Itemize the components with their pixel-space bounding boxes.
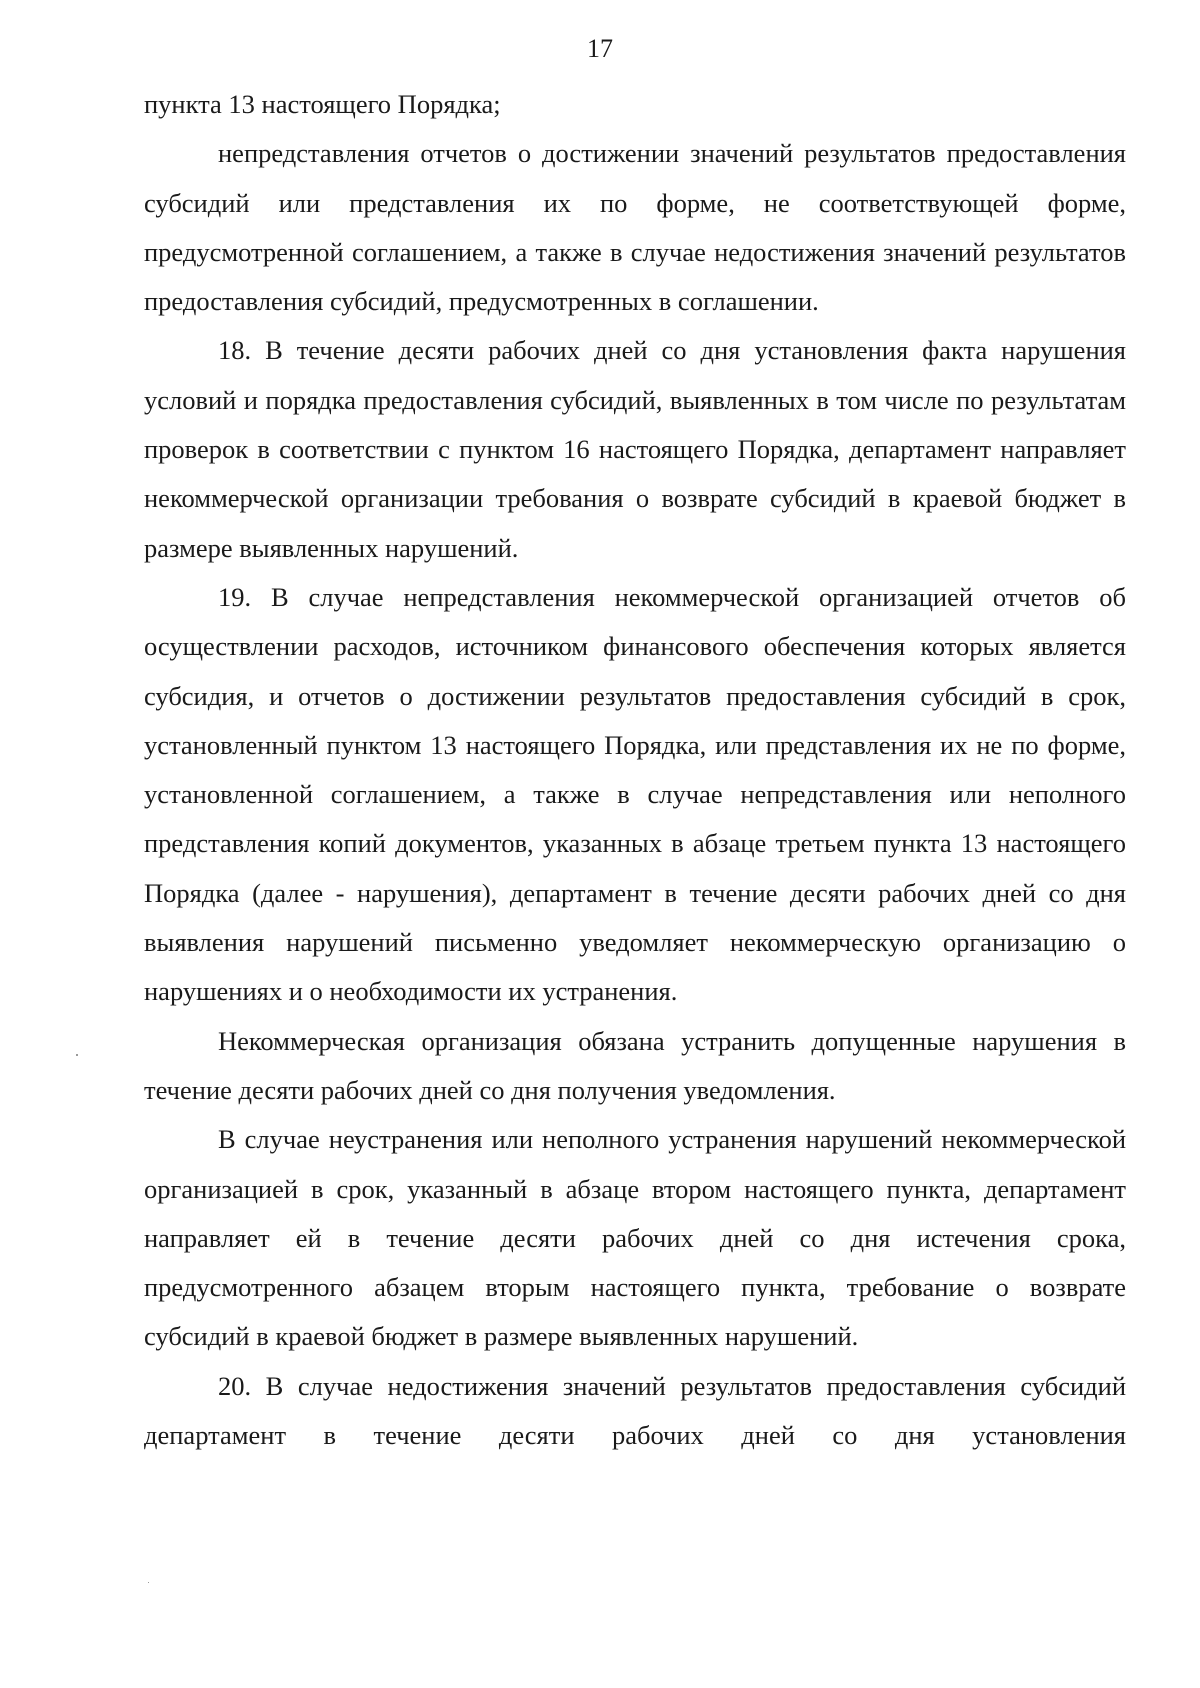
paragraph-item-20: 20. В случае недостижения значений результатов предоставления субсидий департамент в течение десяти рабочих дней со дня установления <box>144 1370 1126 1451</box>
paragraph-obligation-to-fix: Некоммерческая организация обязана устранить допущенные нарушения в течение десяти рабочих дней со дня получения уведомления. <box>144 1025 1126 1105</box>
scan-speck <box>148 1582 149 1583</box>
page-number: 17 <box>587 34 613 63</box>
paragraph-item-19: 19. В случае непредставления некоммерческой организацией отчетов об осуществлении расходов, источником финансового обеспечения которых является субсидия, и отчетов о достижении результатов предоставления субсидий в срок, установленный пунктом 13 настоящего Порядка, или представления их не по форме, установленной соглашением, а также в случае непредставления или неполного представления копий документов, указанных в абзаце третьем пункта 13 настоящего Порядка (далее - нарушения), департамент в течение десяти рабочих дней со дня выявления нарушений письменно уведомляет некоммерческую организацию о нарушениях и о необходимости их устранения. <box>144 581 1126 1007</box>
paragraph-item-18: 18. В течение десяти рабочих дней со дня установления факта нарушения условий и порядка предоставления субсидий, выявленных в том числе по результатам проверок в соответствии с пунктом 16 настоящего Порядка, департамент направляет некоммерческой организации требования о возврате субсидий в краевой бюджет в размере выявленных нарушений. <box>144 335 1126 563</box>
document-body <box>144 80 1126 1460</box>
scan-speck <box>76 1054 78 1056</box>
paragraph-nonremediation: В случае неустранения или неполного устранения нарушений некоммерческой организацией в срок, указанный в абзаце втором настоящего пункта, департамент направляет ей в течение десяти рабочих дней со дня истечения срока, предусмотренного абзацем вторым настоящего пункта, требование о возврате субсидий в краевой бюджет в размере выявленных нарушений. <box>144 1124 1126 1352</box>
paragraph-continuation: пункта 13 настоящего Порядка; <box>144 89 501 119</box>
paragraph-nonsubmission-reports: непредставления отчетов о достижении значений результатов предоставления субсидий или представления их по форме, не соответствующей форме, предусмотренной соглашением, а также в случае недостижения значений результатов предоставления субсидий, предусмотренных в соглашении. <box>144 138 1126 317</box>
